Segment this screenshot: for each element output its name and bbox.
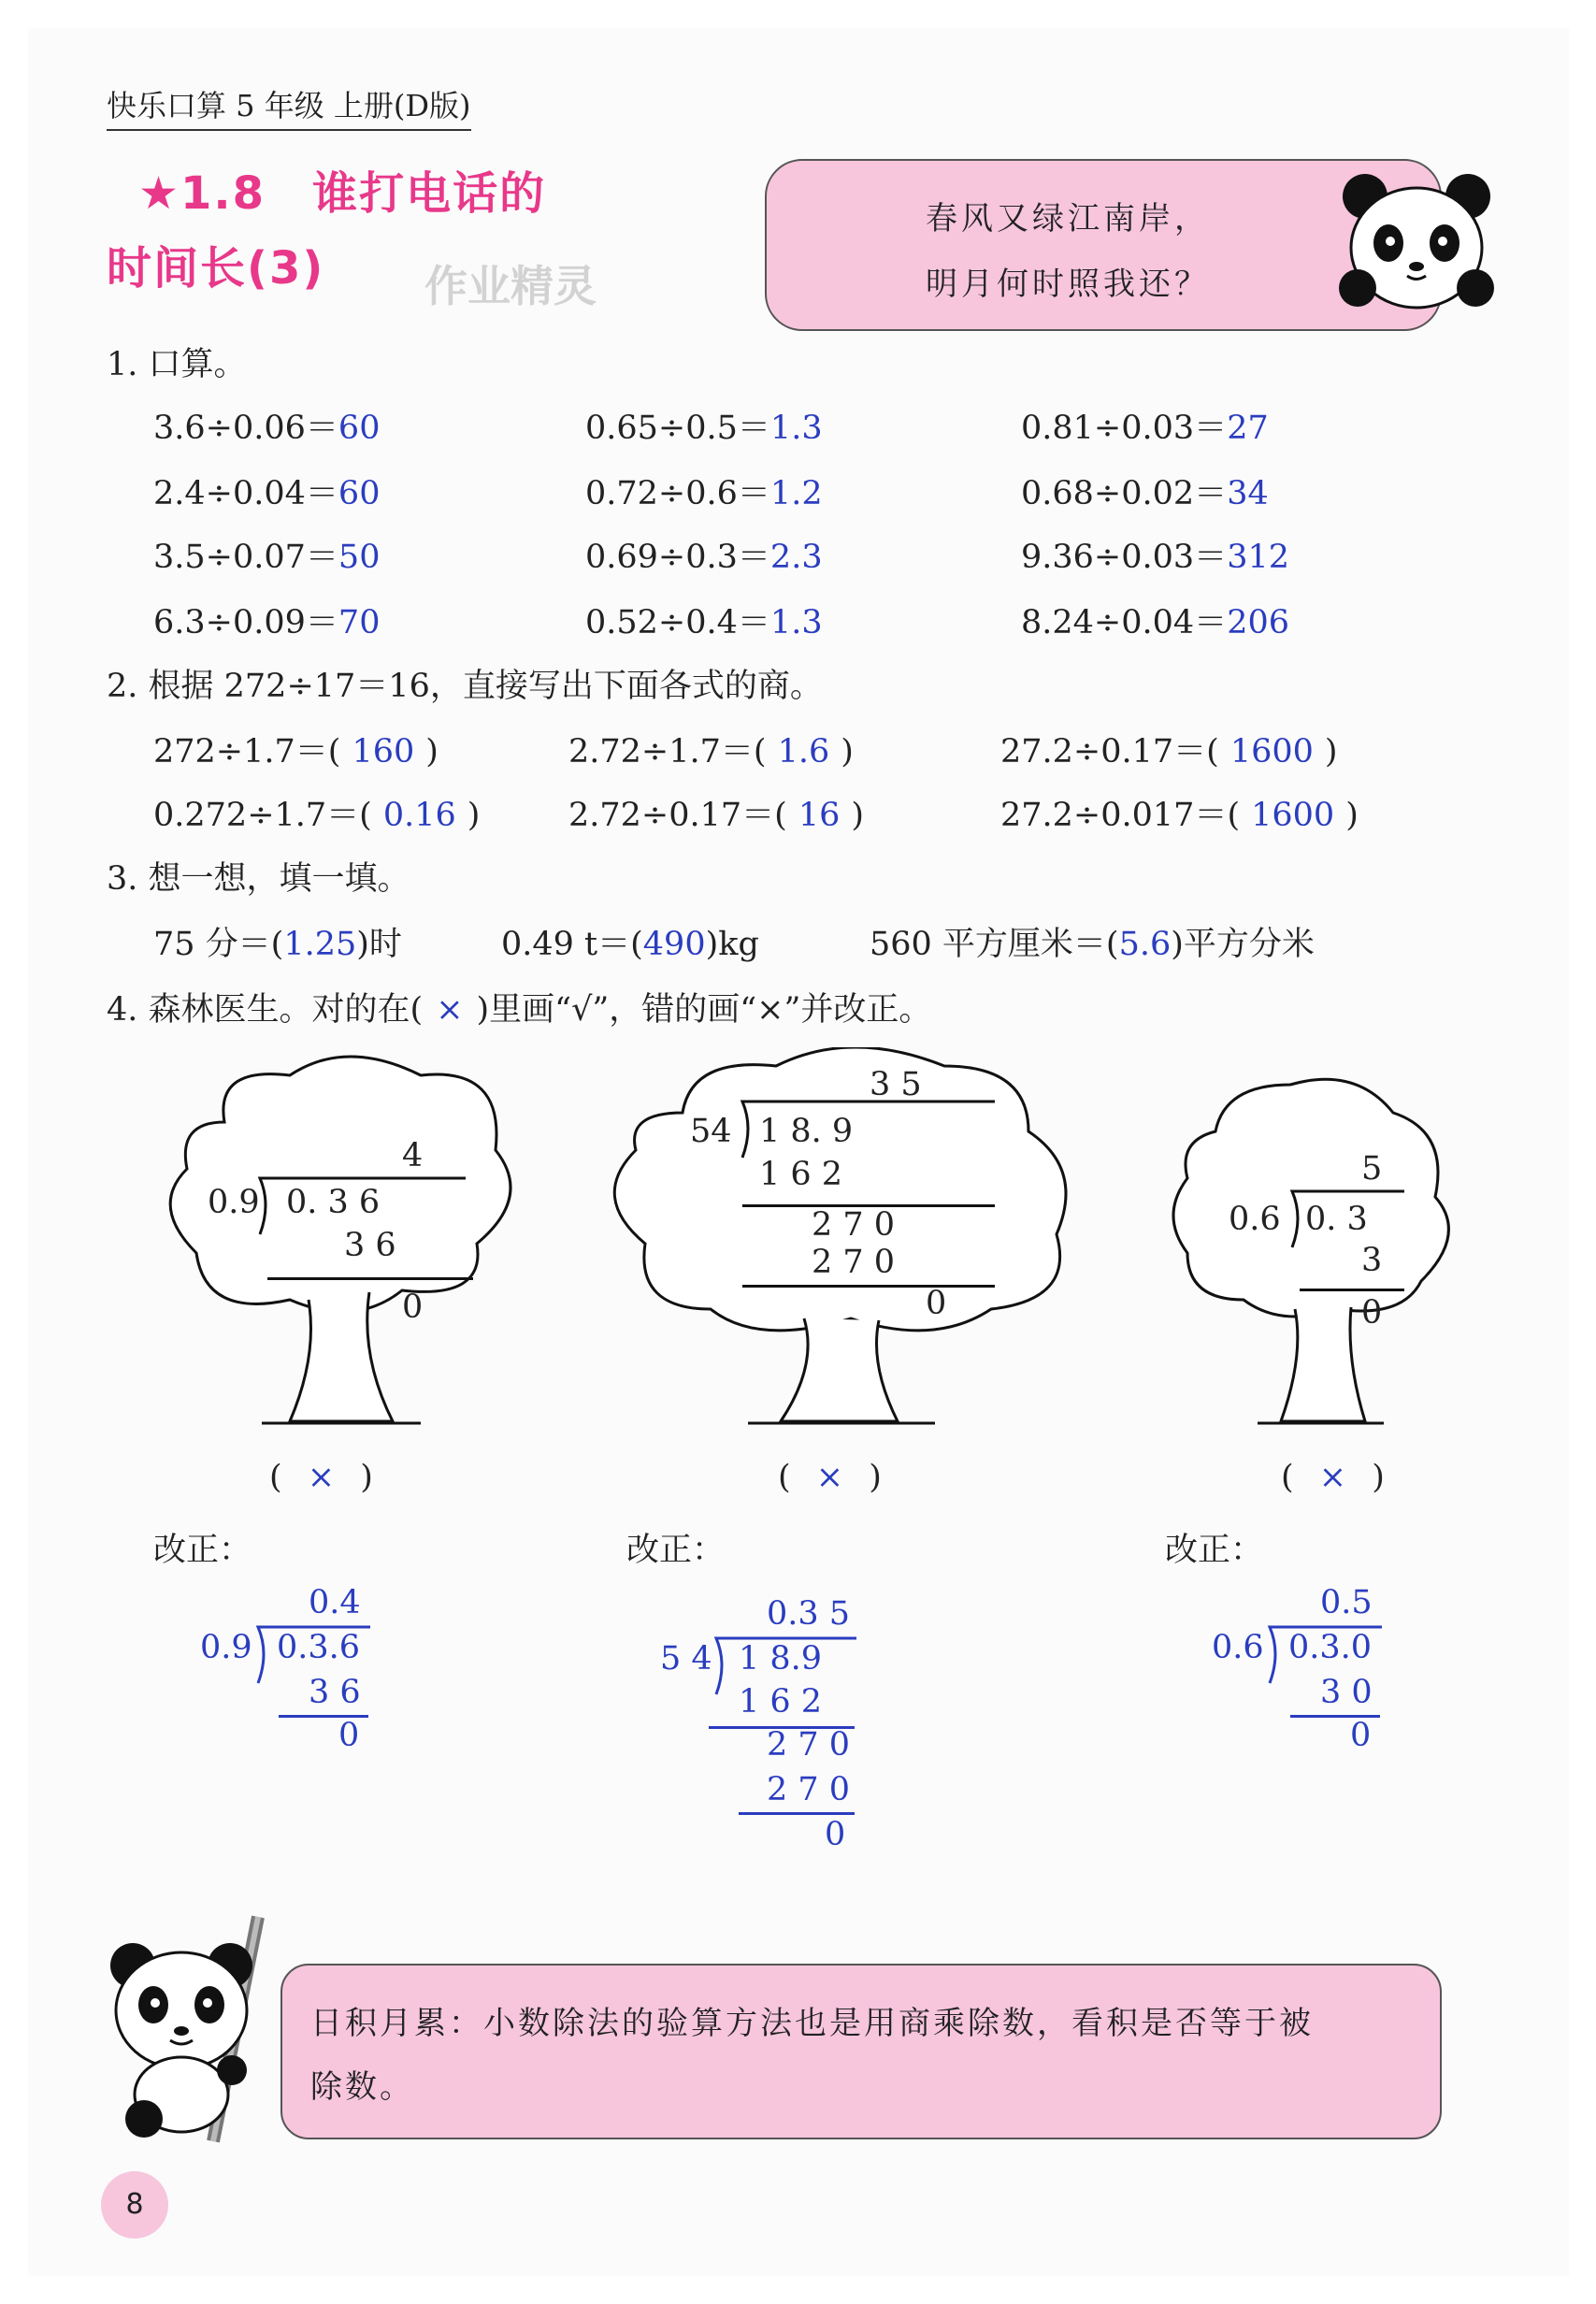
q2-label: 2. 根据 272÷17＝16，直接写出下面各式的商。 <box>107 668 823 705</box>
q1-item: 9.36÷0.03＝312 <box>1021 539 1289 576</box>
tree1-sub: 3 6 <box>344 1227 396 1264</box>
tree2-dividend: 1 8. 9 <box>759 1113 854 1150</box>
tree-1 <box>170 1057 510 1423</box>
q1-item: 0.81÷0.03＝27 <box>1021 410 1269 447</box>
tree3-sub: 3 <box>1361 1242 1383 1279</box>
tree1-dividend: 0. 3 6 <box>286 1184 381 1221</box>
poem-line-2: 明月何时照我还？ <box>926 266 1210 303</box>
tree1-divisor: 0.9 <box>208 1184 260 1221</box>
tree1-rem: 0 <box>402 1289 424 1326</box>
tree2-quotient: 3 5 <box>870 1066 922 1103</box>
corr2-dividend: 1 8.9 <box>739 1640 823 1678</box>
panda-icon <box>1337 168 1496 318</box>
q3-label: 3. 想一想，填一填。 <box>107 860 410 898</box>
corr1-quotient: 0.4 <box>309 1584 361 1621</box>
q1-item: 2.4÷0.04＝60 <box>153 475 381 512</box>
corr1-dividend: 0.3.6 <box>277 1629 361 1666</box>
q1-item: 0.69÷0.3＝2.3 <box>585 539 823 576</box>
tree3-quotient: 5 <box>1361 1150 1383 1188</box>
corr1-rem: 0 <box>338 1717 360 1754</box>
corr1-divisor: 0.9 <box>200 1629 252 1666</box>
q2-item: 2.72÷1.7＝( 1.6 ) <box>568 733 854 770</box>
q1-label: 1. 口算。 <box>107 346 247 383</box>
tree2-step1: 1 6 2 <box>759 1156 843 1193</box>
tree2-step2: 2 7 0 <box>812 1206 896 1244</box>
q1-item: 8.24÷0.04＝206 <box>1021 604 1289 641</box>
q1-item: 3.6÷0.06＝60 <box>153 410 381 447</box>
tip-box <box>280 1964 1442 2139</box>
q3-item-3: 560 平方厘米＝(5.6)平方分米 <box>870 926 1315 963</box>
tree1-line <box>267 1277 473 1280</box>
tree3-rem: 0 <box>1361 1294 1383 1332</box>
tree2-rem: 0 <box>926 1285 947 1322</box>
q3-item-1: 75 分＝(1.25)时 <box>153 926 402 963</box>
corr1-sub: 3 6 <box>309 1674 361 1711</box>
judgement-1: ( × ) <box>269 1459 373 1496</box>
q1-item: 3.5÷0.07＝50 <box>153 539 381 576</box>
poem-line-1: 春风又绿江南岸， <box>926 200 1210 238</box>
q1-item: 0.65÷0.5＝1.3 <box>585 410 823 447</box>
page-number: 8 <box>101 2171 168 2239</box>
q1-item: 0.52÷0.4＝1.3 <box>585 604 823 641</box>
lesson-title-line2: 时间长(3) <box>107 242 325 295</box>
tip-line-1: 日积月累：小数除法的验算方法也是用商乘除数，看积是否等于被 <box>310 2005 1314 2042</box>
corr2-step2: 2 7 0 <box>767 1726 851 1764</box>
corr3-sub: 3 0 <box>1320 1674 1373 1711</box>
judgement-2: ( × ) <box>778 1459 882 1496</box>
q2-item: 27.2÷0.17＝( 1600 ) <box>1000 733 1338 770</box>
tree1-quotient: 4 <box>402 1137 424 1174</box>
corr2-line2 <box>739 1812 855 1815</box>
q2-item: 27.2÷0.017＝( 1600 ) <box>1000 797 1359 834</box>
q4-label: 4. 森林医生。对的在( × )里画“√”，错的画“×”并改正。 <box>107 991 932 1029</box>
tree3-divisor: 0.6 <box>1229 1201 1281 1238</box>
q1-item: 6.3÷0.09＝70 <box>153 604 381 641</box>
correction-label-2: 改正： <box>626 1532 726 1569</box>
lesson-title-line1: ★1.8 谁打电话的 <box>138 167 547 220</box>
tree2-step3: 2 7 0 <box>812 1244 896 1281</box>
corr2-quotient: 0.3 5 <box>767 1595 851 1633</box>
book-header: 快乐口算 5 年级 上册(D版) <box>107 82 471 131</box>
tree3-line <box>1300 1289 1404 1291</box>
corr3-divisor: 0.6 <box>1212 1629 1264 1666</box>
tree3-dividend: 0. 3 <box>1305 1201 1368 1238</box>
correction-label-1: 改正： <box>153 1532 252 1569</box>
q2-item: 0.272÷1.7＝( 0.16 ) <box>153 797 481 834</box>
q2-item: 2.72÷0.17＝( 16 ) <box>568 797 865 834</box>
q1-item: 0.68÷0.02＝34 <box>1021 475 1269 512</box>
tree2-line2 <box>742 1285 995 1288</box>
tree2-divisor: 54 <box>690 1113 732 1150</box>
q1-item: 0.72÷0.6＝1.2 <box>585 475 823 512</box>
watermark: 作业精灵 <box>424 261 597 311</box>
q3-item-2: 0.49 t＝(490)kg <box>501 926 759 963</box>
tip-line-2: 除数。 <box>310 2068 414 2106</box>
corr3-quotient: 0.5 <box>1320 1584 1373 1621</box>
corr3-dividend: 0.3.0 <box>1288 1629 1373 1666</box>
corr2-step1: 1 6 2 <box>739 1683 823 1721</box>
correction-label-3: 改正： <box>1165 1532 1264 1569</box>
q2-item: 272÷1.7＝( 160 ) <box>153 733 439 770</box>
corr2-step3: 2 7 0 <box>767 1771 851 1808</box>
judgement-3: ( × ) <box>1281 1459 1385 1496</box>
corr2-rem: 0 <box>825 1816 846 1853</box>
corr2-divisor: 5 4 <box>660 1640 712 1678</box>
corr3-rem: 0 <box>1350 1717 1372 1754</box>
